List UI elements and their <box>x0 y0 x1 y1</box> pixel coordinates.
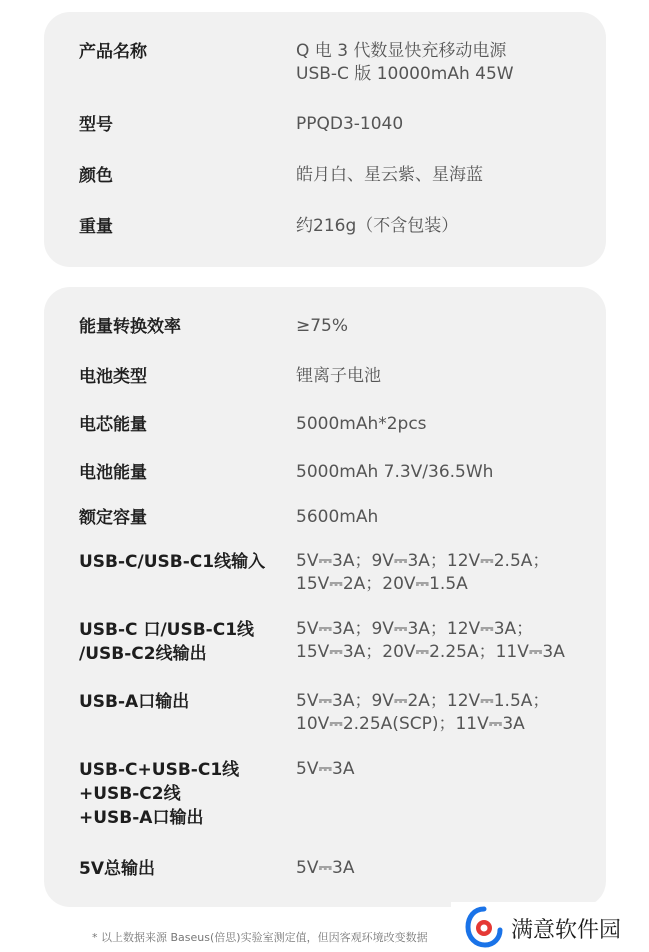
spec-label: 能量转换效率 <box>79 317 181 337</box>
spec-label: 5V总输出 <box>79 859 155 879</box>
spec-label: 型号 <box>79 115 113 135</box>
spec-label <box>79 618 279 666</box>
spec-value <box>296 618 601 664</box>
spec-value: 锂离子电池 <box>296 366 381 386</box>
spec-value-line: 5V⎓3A；9V⎓3A；12V⎓2.5A； <box>296 551 550 571</box>
spec-value: ≥75% <box>296 316 349 336</box>
footnote: * 以上数据来源 Baseus(倍思)实验室测定值，但因客观环境改变数据 <box>92 931 428 944</box>
spec-label-line: /USB-C2线输出 <box>79 644 207 664</box>
watermark <box>451 902 649 952</box>
watermark-logo-icon <box>465 906 503 948</box>
spec-value: 皓月白、星云紫、星海蓝 <box>296 165 483 185</box>
spec-label-line: +USB-C2线 <box>79 784 181 804</box>
basic-specs-card <box>44 12 606 267</box>
spec-value-line: Q 电 3 代数显快充移动电源 <box>296 41 507 61</box>
spec-label: 电芯能量 <box>79 415 147 435</box>
spec-value: PPQD3-1040 <box>296 114 404 134</box>
spec-value: 5000mAh 7.3V/36.5Wh <box>296 462 494 482</box>
spec-label: 重量 <box>79 217 113 237</box>
spec-label-line: +USB-A口输出 <box>79 808 204 828</box>
spec-label: 额定容量 <box>79 508 147 528</box>
spec-label: 颜色 <box>79 166 113 186</box>
spec-value <box>296 690 601 736</box>
spec-value: 5V⎓3A <box>296 759 355 779</box>
electrical-specs-card <box>44 287 606 907</box>
spec-label-line: USB-C 口/USB-C1线 <box>79 620 255 640</box>
spec-value-line: USB-C 版 10000mAh 45W <box>296 64 514 84</box>
spec-value-line: 15V⎓3A；20V⎓2.25A；11V⎓3A <box>296 642 565 662</box>
spec-label-line: USB-C+USB-C1线 <box>79 760 240 780</box>
spec-value: 5V⎓3A <box>296 858 355 878</box>
spec-value: 5000mAh*2pcs <box>296 414 427 434</box>
spec-label: 电池类型 <box>79 367 147 387</box>
spec-value: 约216g（不含包装） <box>296 216 459 236</box>
spec-label <box>79 758 279 830</box>
spec-value-line: 5V⎓3A；9V⎓2A；12V⎓1.5A； <box>296 691 550 711</box>
spec-label: 电池能量 <box>79 463 147 483</box>
spec-label: USB-C/USB-C1线输入 <box>79 552 266 572</box>
watermark-text: 满意软件园 <box>511 918 622 943</box>
spec-value-line: 10V⎓2.25A(SCP)；11V⎓3A <box>296 714 525 734</box>
spec-label: 产品名称 <box>79 42 147 62</box>
spec-value-line: 15V⎓2A；20V⎓1.5A <box>296 574 468 594</box>
spec-value: 5600mAh <box>296 507 379 527</box>
spec-value <box>296 40 601 86</box>
spec-label: USB-A口输出 <box>79 692 190 712</box>
spec-value-line: 5V⎓3A；9V⎓3A；12V⎓3A； <box>296 619 534 639</box>
spec-value <box>296 550 601 596</box>
